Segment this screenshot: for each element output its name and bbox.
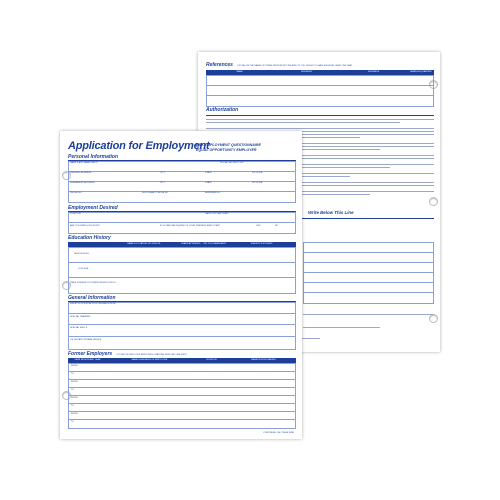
field-label: NAME (LAST NAME FIRST) <box>70 162 98 164</box>
education-table[interactable] <box>68 247 296 294</box>
field-label: SUBJECTS OF SPECIAL STUDY/RESEARCH WORK <box>70 303 116 305</box>
field-label: PHONE NO. <box>70 192 83 194</box>
former-section-title <box>68 351 296 357</box>
divider <box>206 115 434 116</box>
column-header: YEARS ACQUAINTED <box>409 71 432 73</box>
form-subtitle: EQUAL OPPORTUNITY EMPLOYER <box>196 148 257 152</box>
field-label: SOCIAL SECURITY NO. <box>220 162 245 164</box>
column-header: YEARS ATTENDED <box>180 243 201 245</box>
row-label: FROM <box>71 365 78 367</box>
table-row <box>206 85 434 86</box>
field-label: POSITION <box>70 213 81 215</box>
punch-hole <box>429 197 438 206</box>
field-label: CITY <box>160 172 165 174</box>
form-subtitle: PRE-EMPLOYMENT QUESTIONNAIRE <box>196 143 261 147</box>
former-title: Former Employers <box>68 351 113 357</box>
form-title: Application for Employment <box>68 140 210 152</box>
row-label: TO <box>71 373 74 375</box>
employment-desired-box[interactable] <box>68 212 296 234</box>
row-label: TO <box>71 421 74 423</box>
row-label: FROM <box>71 413 78 415</box>
field-label: ZIP CODE <box>252 172 263 174</box>
checkbox-label: NO <box>275 225 279 227</box>
column-header: NAME & LOCATION OF SCHOOL <box>127 243 161 245</box>
column-header: NAME <box>236 71 243 73</box>
field-label: PRESENT ADDRESS <box>70 172 92 174</box>
general-info-box[interactable] <box>68 302 296 350</box>
punch-hole <box>429 314 438 323</box>
field-label: CITY <box>160 182 165 184</box>
references-note: LIST BELOW THE NAMES OF THREE PERSONS NOT RELATED TO YOU, WHOM YOU HAVE KNOWN AT LEAST ONE YEAR. <box>237 65 353 67</box>
row-label: TO <box>71 405 74 407</box>
general-section-title: General Information <box>68 295 116 301</box>
references-section <box>206 62 434 68</box>
table-row <box>206 95 434 96</box>
column-header: BUSINESS <box>368 71 380 73</box>
references-table[interactable] <box>206 75 434 107</box>
field-label: SPECIAL TRAINING <box>70 316 91 318</box>
employment-section-title: Employment Desired <box>68 205 118 211</box>
field-label: SPECIAL SKILLS <box>70 327 88 329</box>
row-label: HIGH SCHOOL <box>74 253 90 255</box>
field-label: DATE YOU CAN START <box>205 213 229 215</box>
row-label: TO <box>71 389 74 391</box>
column-header: ADDRESS <box>301 71 312 73</box>
checkbox-label: YES <box>256 225 261 227</box>
column-header: DID YOU GRADUATE? <box>203 243 227 245</box>
references-title: References <box>206 62 233 68</box>
column-header: POSITION <box>206 359 217 361</box>
field-label: ZIP CODE <box>252 182 263 184</box>
front-page <box>60 131 302 439</box>
field-label: PERMANENT ADDRESS <box>70 182 95 184</box>
column-header: SUBJECTS STUDIED <box>250 243 273 245</box>
field-label: STATE <box>205 172 212 174</box>
field-label: STATE <box>205 182 212 184</box>
row-label: TRADE, BUSINESS OR CORRESPONDENCE SCHOOL <box>70 282 116 284</box>
field-label: IF SO MAY WE INQUIRE OF YOUR PRESENT EMPLOYER? <box>160 225 221 227</box>
column-header: DATE MONTH AND YEAR <box>74 359 101 361</box>
field-label: ARE YOU EMPLOYED NOW? <box>70 225 100 227</box>
field-label: SECONDARY PHONE NO. <box>142 192 169 194</box>
field-label: REFERRED BY <box>205 192 221 194</box>
write-below-title: Write Below This Line <box>308 210 354 215</box>
continued-note: CONTINUED ON OTHER SIDE <box>263 432 294 434</box>
row-label: FROM <box>71 381 78 383</box>
authorization-title: Authorization <box>206 107 239 113</box>
row-label: COLLEGE <box>78 268 89 270</box>
column-header: REASON FOR LEAVING <box>251 359 276 361</box>
column-header: NAME & ADDRESS OF EMPLOYER <box>131 359 168 361</box>
field-label: U.S. MILITARY OR NAVAL SERVICE <box>70 339 102 341</box>
education-section-title: Education History <box>68 235 111 241</box>
former-note: LIST BELOW LAST FOUR EMPLOYERS, STARTING WITH LAST ONE FIRST. <box>116 354 188 356</box>
row-label: FROM <box>71 397 78 399</box>
personal-section-title: Personal Information <box>68 154 119 160</box>
